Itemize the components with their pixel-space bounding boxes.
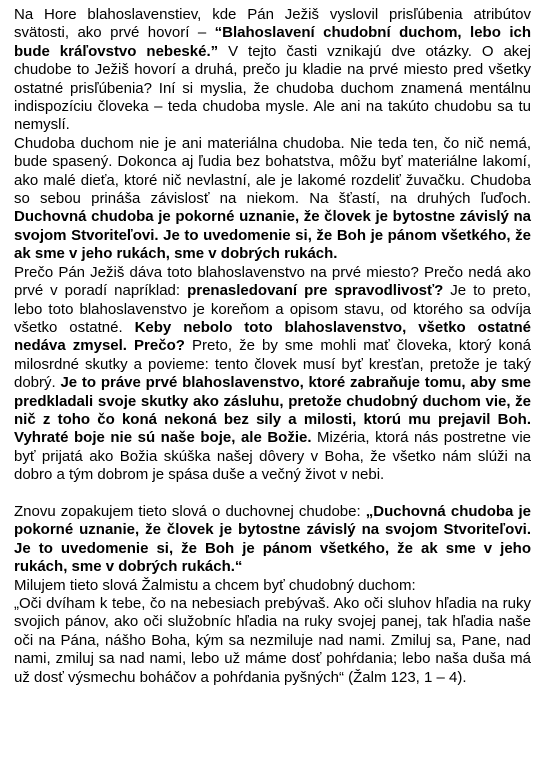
bold-text-run: Je to práve prvé blahoslavenstvo, ktoré zabraňuje tomu, aby sme predkladali svoje skutky ako zásluhu, pretože chudobný duchom vie, že nič z toho čo koná nekoná bez sily a milosti, ktorú mu prejavil Boh. Vyhraté boje nie sú naše boje, ale Božie.	[14, 374, 532, 447]
text-run: Milujem tieto slová Žalmistu a chcem byť chudobný duchom:	[14, 576, 416, 594]
paragraph-2	[14, 135, 531, 264]
bold-text-run: “Blahoslavení chudobní duchom, lebo ich bude kráľovstvo nebeské.”	[14, 24, 531, 60]
text-run: Preto, že by sme mohli mať človeka, ktorý koná milosrdné skutky a povieme: tento človek musí byť kresťan, pretože je taký dobrý.	[14, 337, 531, 392]
bold-text-run: Duchovná chudoba je pokorné uznanie, že človek je bytostne závislý na svojom Stvoriteľovi. Je to uvedomenie si, že Boh je pánom všetkého, že ak sme v jeho rukách, sme v dobrých rukách.	[14, 208, 531, 263]
bold-text-run: Keby nebolo toto blahoslavenstvo, všetko ostatné nedáva zmysel. Prečo?	[14, 318, 531, 355]
text-run: Znovu zopakujem tieto slová o duchovnej chudobe:	[14, 502, 366, 520]
paragraph-3	[14, 264, 531, 485]
paragraph-1	[14, 6, 531, 135]
text-run: Je to preto, lebo toto blahoslavenstvo je koreňom a opisom stavu, od ktorého sa odvíja všetko ostatné.	[14, 282, 531, 336]
blank-line	[14, 485, 531, 503]
document-page	[14, 6, 531, 687]
text-run: Mizéria, ktorá nás postretne vie byť prijatá ako Božia skúška našej dôvery v Boha, že všetko nám slúži na dobro a tým dobrom je spása duše a večný život v nebi.	[14, 429, 531, 484]
text-run: Na Hore blahoslavenstiev, kde Pán Ježiš vyslovil prisľúbenia atribútov svätosti, ako prvé hovorí –	[14, 6, 531, 42]
paragraph-6-psalm-quote	[14, 595, 531, 687]
bold-text-run: prenasledovaní pre spravodlivosť?	[187, 282, 444, 300]
bold-text-run: „Duchovná chudoba je pokorné uznanie, že človek je bytostne závislý na svojom Stvoriteľovi. Je to uvedomenie si, že Boh je pánom všetkého, že ak sme v jeho rukách, sme v dobrých rukách.“	[14, 502, 531, 576]
text-run: Chudoba duchom nie je ani materiálna chudoba. Nie teda ten, čo nič nemá, bude spasený. Dokonca aj ľudia bez bohatstva, môžu byť materiálne lakomí, ako malé dieťa, ktoré nič nevlastní, ale je lakomé rozdeliť žuvačku. Chudoba so sebou prináša závislosť na niekom. Na šťastí, na druhých ľuďoch.	[14, 134, 531, 208]
paragraph-4	[14, 503, 531, 577]
text-run: „Oči dvíham k tebe, čo na nebesiach prebývaš. Ako oči sluhov hľadia na ruky svojich pánov, ako oči služobníc hľadia na ruky svojej panej, tak hľadia naše oči na Pána, nášho Boha, kým sa nezmiluje nad nami. Zmiluj sa, Pane, nad nami, zmiluj sa nad nami, lebo už máme dosť pohŕdania; lebo naša duša má už dosť výsmechu boháčov a pohŕdania pyšných“ (Žalm 123, 1 – 4).	[14, 594, 531, 686]
paragraph-5	[14, 577, 531, 595]
text-run: V tejto časti vznikajú dve otázky. O akej chudobe to Ježiš hovorí a druhá, prečo ju kladie na prvé miesto pred všetky ostatné prisľúbenia? Iní si myslia, že chudoba duchom znamená mentálnu indispozíciu človeka – teda chudoba mysle. Ale ani na takúto chudobu sa tu nemyslí.	[14, 42, 531, 134]
text-run: Prečo Pán Ježiš dáva toto blahoslavenstvo na prvé miesto? Prečo nedá ako prvé v poradí napríklad:	[14, 263, 531, 300]
